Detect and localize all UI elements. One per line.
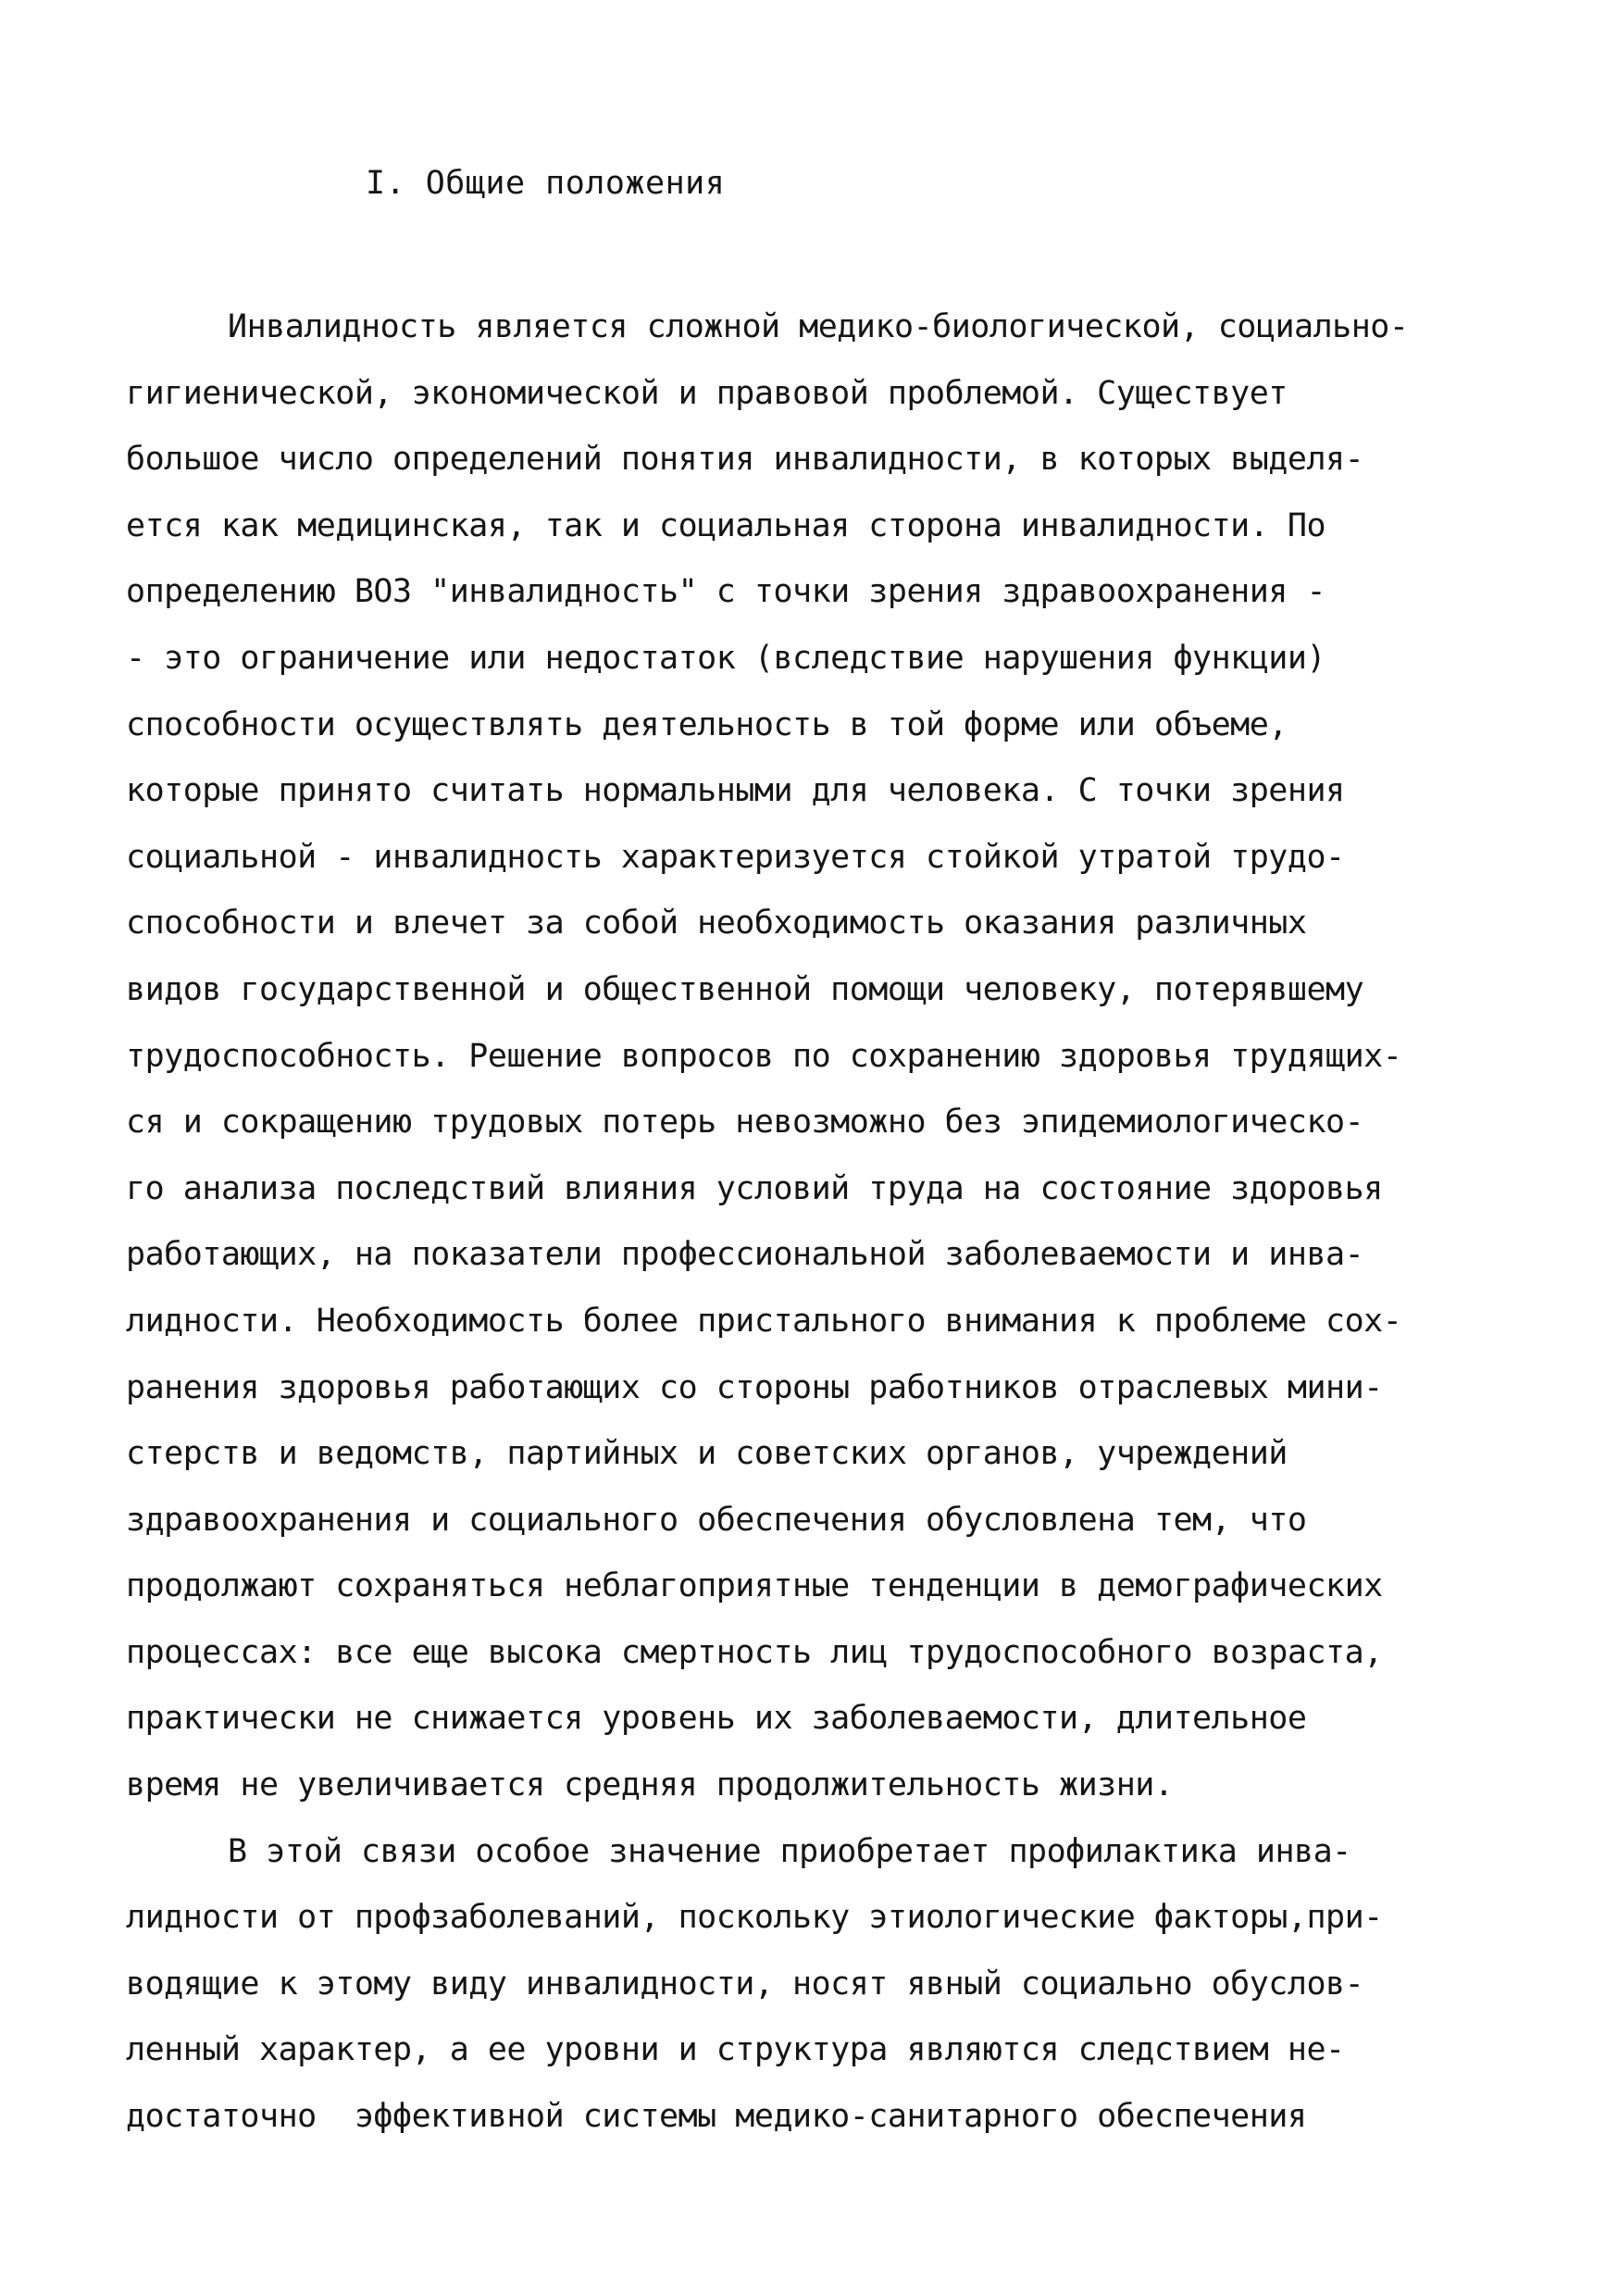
text-line: способности осуществлять деятельность в той форме или объеме, <box>126 705 1288 743</box>
text-line: лидности. Необходимость более пристального внимания к проблеме сох- <box>126 1302 1402 1340</box>
text-line: здравоохранения и социального обеспечения обусловлена тем, что <box>126 1501 1307 1539</box>
text-line: трудоспособность. Решение вопросов по сохранению здоровья трудящих- <box>126 1037 1402 1075</box>
text-line: время не увеличивается средняя продолжительность жизни. <box>126 1766 1174 1804</box>
section-heading: I. Общие положения <box>366 165 726 202</box>
text-line: стерств и ведомств, партийных и советских органов, учреждений <box>126 1435 1288 1473</box>
text-line: водящие к этому виду инвалидности, носят явный социально обуслов- <box>126 1965 1364 2003</box>
text-line: ленный характер, а ее уровни и структура являются следствием не- <box>126 2031 1345 2069</box>
text-line: лидности от профзаболеваний, поскольку этиологические факторы,при- <box>126 1899 1383 1937</box>
paragraph-2 <box>126 1819 1514 2151</box>
text-line: которые принято считать нормальными для человека. С точки зрения <box>126 772 1345 810</box>
paragraph-1 <box>126 294 1514 1819</box>
text-line: определению ВОЗ "инвалидность" с точки зрения здравоохранения - <box>126 573 1326 611</box>
text-line: - это ограничение или недостаток (вследствие нарушения функции) <box>126 639 1326 677</box>
text-line: Инвалидность является сложной медико-биологической, социально- <box>228 308 1409 345</box>
text-line: практически не снижается уровень их заболеваемости, длительное <box>126 1700 1307 1738</box>
text-line: большое число определений понятия инвалидности, в которых выделя- <box>126 441 1364 479</box>
text-line: В этой связи особое значение приобретает профилактика инва- <box>228 1832 1351 1870</box>
text-line: го анализа последствий влияния условий труда на состояние здоровья <box>126 1169 1383 1207</box>
text-line: ется как медицинская, так и социальная сторона инвалидности. По <box>126 506 1326 544</box>
text-line: ся и сокращению трудовых потерь невозможно без эпидемиологическо- <box>126 1104 1364 1142</box>
text-line: ранения здоровья работающих со стороны работников отраслевых мини- <box>126 1368 1383 1406</box>
text-line: видов государственной и общественной помощи человеку, потерявшему <box>126 970 1364 1008</box>
text-line: продолжают сохраняться неблагоприятные тенденции в демографических <box>126 1567 1383 1605</box>
text-line: социальной - инвалидность характеризуется стойкой утратой трудо- <box>126 838 1345 876</box>
text-line: гигиенической, экономической и правовой проблемой. Существует <box>126 374 1288 412</box>
text-line: процессах: все еще высока смертность лиц трудоспособного возраста, <box>126 1633 1383 1671</box>
text-line: работающих, на показатели профессиональной заболеваемости и инва- <box>126 1236 1364 1274</box>
text-line: способности и влечет за собой необходимость оказания различных <box>126 905 1307 942</box>
body-text <box>126 294 1514 2151</box>
text-line: достаточно эффективной системы медико-санитарного обеспечения <box>126 2098 1307 2136</box>
